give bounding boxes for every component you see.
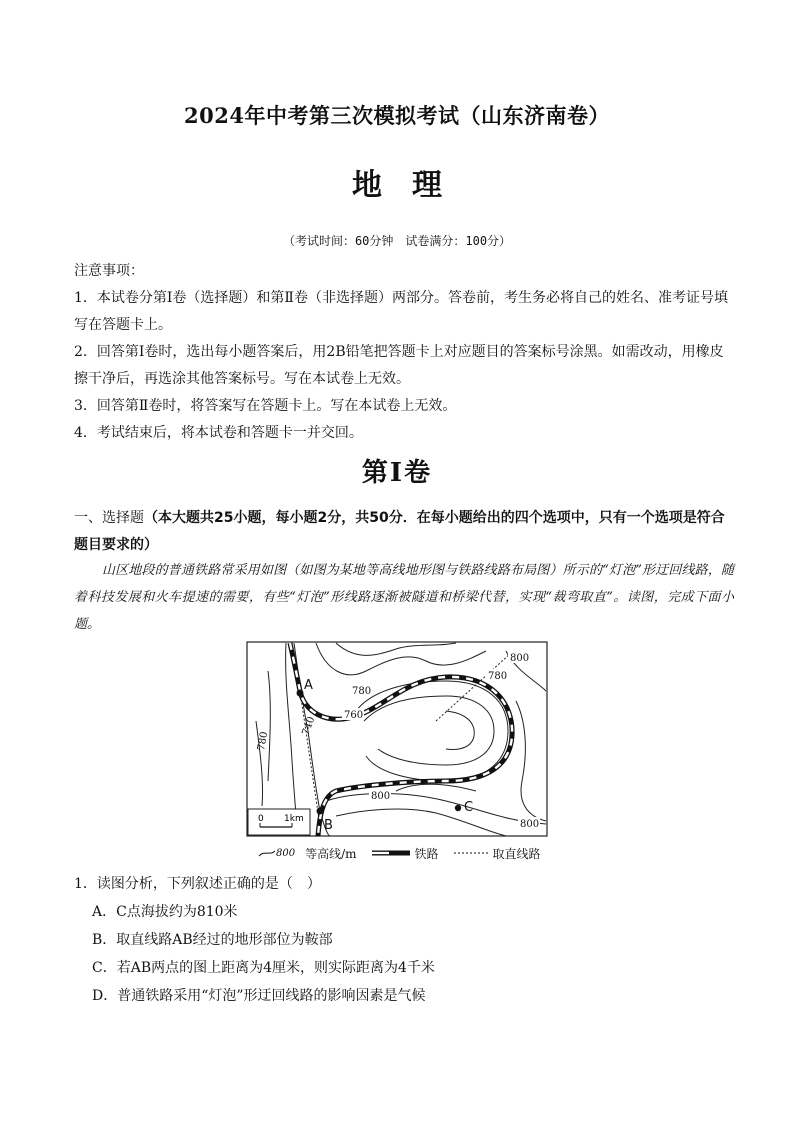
section-desc: （本大题共25小题，每小题2分，共50分．在每小题给出的四个选项中，只有一个选项是符合题目要求的） — [74, 510, 725, 553]
scale-bar — [248, 809, 310, 835]
notes-item: 2．回答第Ⅰ卷时，选出每小题答案后，用2B铅笔把答题卡上对应题目的答案标号涂黑。如需改动，用橡皮擦干净后，再选涂其他答案标号。写在本试卷上无效。 — [74, 344, 724, 387]
contour-label: 800 — [371, 791, 391, 802]
contour-label: 800 — [510, 653, 530, 664]
contour-label: 780 — [488, 671, 508, 682]
scale-zero: 0 — [258, 814, 264, 824]
option-a: A．C点海拔约为810米 — [92, 904, 238, 920]
exam-info: （考试时间：60分钟 试卷满分：100分） — [282, 234, 512, 248]
legend-contour-sample: 800 — [276, 848, 296, 859]
legend-railway-label: 铁路 — [414, 847, 439, 861]
legend-contour-label: 等高线/m — [305, 847, 357, 861]
contour-label: 760 — [344, 710, 364, 721]
point-b — [317, 808, 324, 815]
map-legend — [258, 845, 558, 862]
point-c — [455, 805, 461, 811]
contour-label: 780 — [352, 686, 372, 697]
option-d: D．普通铁路采用“灯泡”形迂回线路的影响因素是气候 — [92, 988, 426, 1004]
point-a — [297, 690, 304, 697]
notes-block — [74, 258, 734, 447]
label-point-c: C — [464, 800, 474, 815]
section-heading — [74, 505, 734, 559]
volume-title: 第Ⅰ卷 — [361, 458, 433, 488]
legend-railway-icon — [371, 847, 411, 861]
notes-heading: 注意事项： — [74, 263, 144, 279]
scale-unit: 1km — [284, 814, 304, 824]
notes-item: 1．本试卷分第Ⅰ卷（选择题）和第Ⅱ卷（非选择题）两部分。答卷前，考生务必将自己的姓名、准考证号填写在答题卡上。 — [74, 290, 728, 333]
contour-label-780-left: 780 — [256, 730, 271, 752]
legend-contour-icon — [258, 847, 276, 861]
contour-map — [246, 641, 548, 837]
label-point-a: A — [304, 678, 313, 693]
legend-straight-label: 取直线路 — [492, 847, 541, 861]
question-1 — [74, 870, 734, 1010]
label-point-b: B — [324, 818, 333, 833]
legend-straight-icon — [453, 847, 489, 861]
contour-label: 740 — [300, 715, 318, 738]
subject-title: 地理 — [352, 168, 472, 203]
section-label: 一、选择题 — [74, 510, 144, 526]
question-stem: 1．读图分析，下列叙述正确的是（ ） — [74, 876, 321, 892]
option-c: C．若AB两点的图上距离为4厘米，则实际距离为4千米 — [92, 960, 435, 976]
notes-item: 3．回答第Ⅱ卷时，将答案写在答题卡上。写在本试卷上无效。 — [74, 398, 457, 414]
page-title: 2024年中考第三次模拟考试（山东济南卷） — [184, 103, 610, 128]
notes-item: 4．考试结束后，将本试卷和答题卡一并交回。 — [74, 425, 363, 441]
contour-label: 800 — [520, 819, 540, 830]
material-text: 山区地段的普通铁路常采用如图（如图为某地等高线地形图与铁路线路布局图）所示的“灯泡”形迂回线路，随着科技发展和火车提速的需要，有些“灯泡”形线路逐渐被隧道和桥梁代替，实现“裁弯取直”。读图，完成下面小题。 — [74, 563, 734, 632]
option-b: B．取直线路AB经过的地形部位为鞍部 — [92, 932, 333, 948]
